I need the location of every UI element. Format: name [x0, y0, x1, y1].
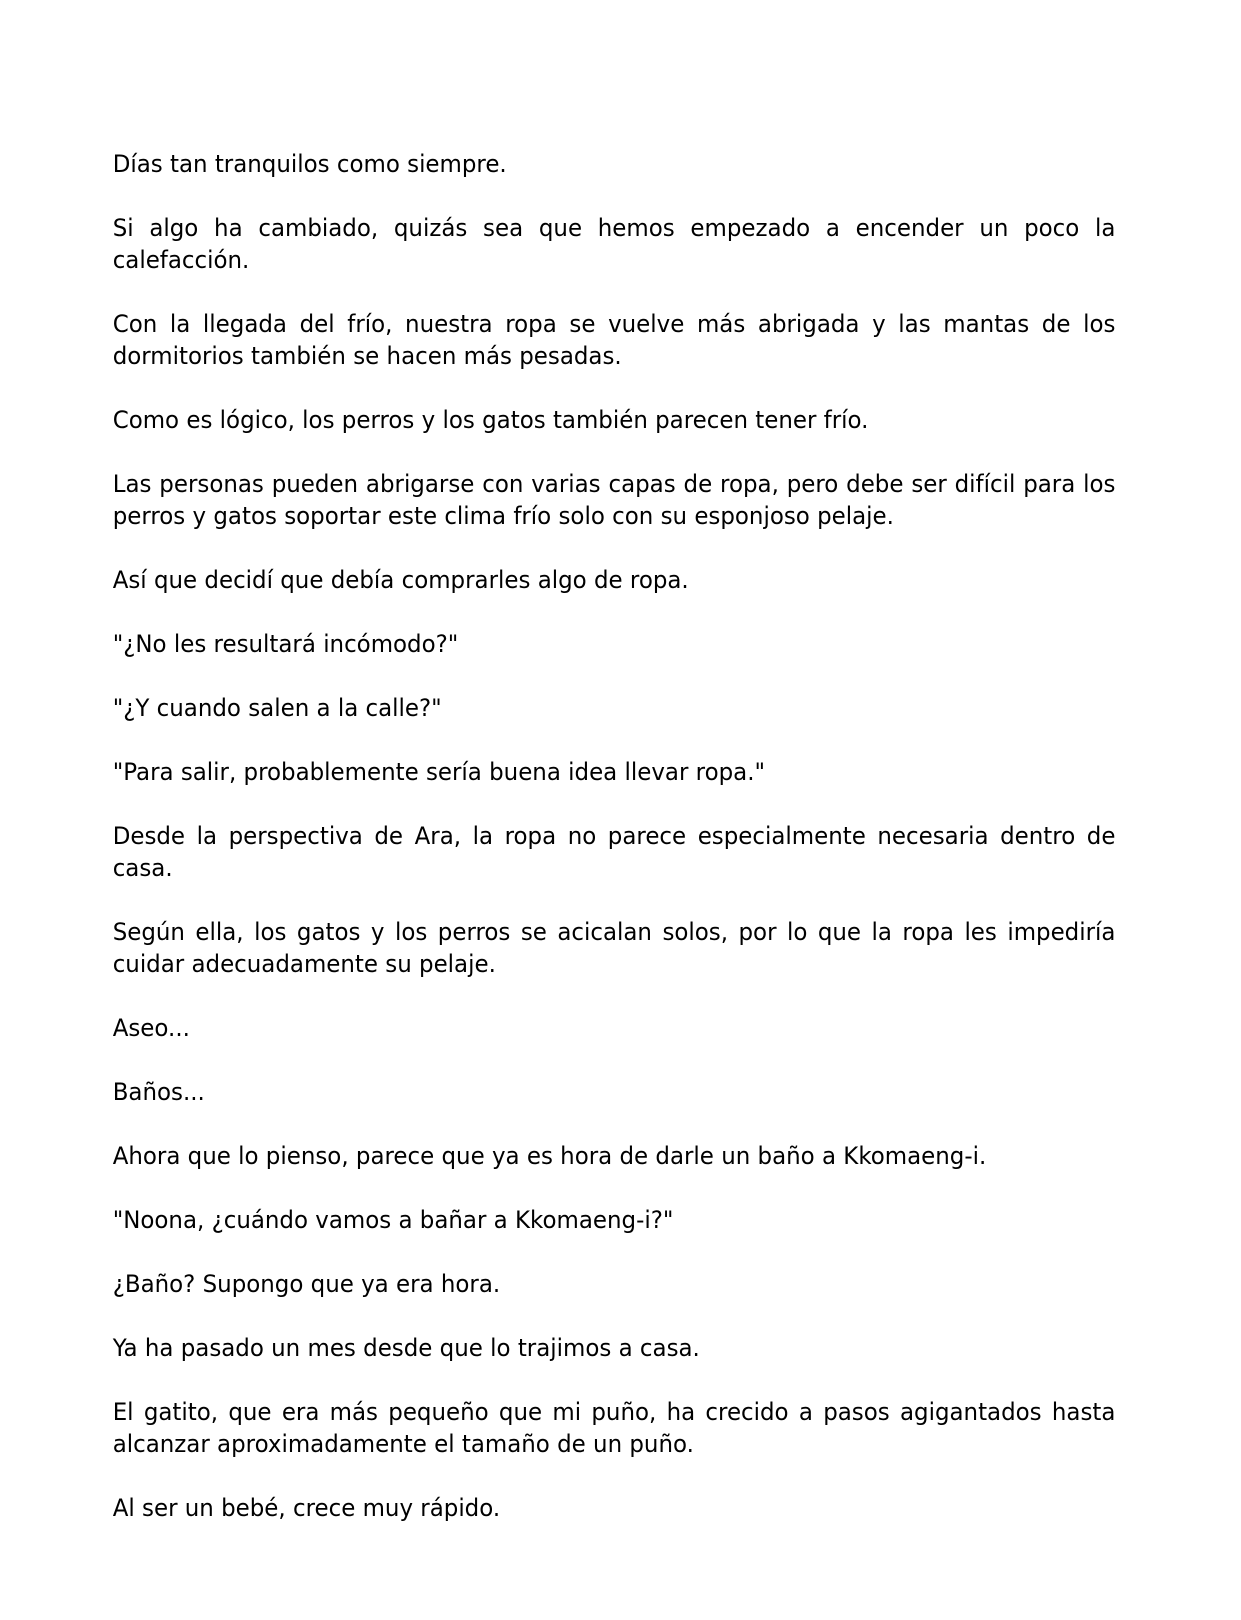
paragraph: Como es lógico, los perros y los gatos también parecen tener frío.	[112, 406, 869, 434]
paragraph: Aseo...	[112, 1014, 190, 1042]
paragraph: Ya ha pasado un mes desde que lo trajimos a casa.	[112, 1334, 700, 1362]
paragraph: Ahora que lo pienso, parece que ya es hora de darle un baño a Kkomaeng-i.	[112, 1142, 987, 1170]
paragraph: Al ser un bebé, crece muy rápido.	[112, 1494, 501, 1522]
paragraph: "¿Y cuando salen a la calle?"	[112, 694, 442, 722]
paragraph: "Para salir, probablemente sería buena idea llevar ropa."	[112, 758, 766, 786]
paragraph: Con la llegada del frío, nuestra ropa se vuelve más abrigada y las mantas de los dormitorios también se hacen más pesadas.	[112, 310, 1116, 370]
paragraph: Desde la perspectiva de Ara, la ropa no parece especialmente necesaria dentro de casa.	[112, 822, 1116, 882]
paragraph: Las personas pueden abrigarse con varias capas de ropa, pero debe ser difícil para los perros y gatos soportar este clima frío solo con su esponjoso pelaje.	[112, 470, 1116, 530]
paragraph: ¿Baño? Supongo que ya era hora.	[112, 1270, 501, 1298]
paragraph: "Noona, ¿cuándo vamos a bañar a Kkomaeng-i?"	[112, 1206, 674, 1234]
paragraph: "¿No les resultará incómodo?"	[112, 630, 459, 658]
paragraph: Si algo ha cambiado, quizás sea que hemos empezado a encender un poco la calefacción.	[112, 214, 1116, 274]
paragraph: Así que decidí que debía comprarles algo de ropa.	[112, 566, 689, 594]
paragraph: Baños...	[112, 1078, 205, 1106]
paragraph: Días tan tranquilos como siempre.	[112, 150, 507, 178]
paragraph: Según ella, los gatos y los perros se acicalan solos, por lo que la ropa les impediría cuidar adecuadamente su pelaje.	[112, 918, 1116, 978]
paragraph: El gatito, que era más pequeño que mi puño, ha crecido a pasos agigantados hasta alcanzar aproximadamente el tamaño de un puño.	[112, 1398, 1116, 1458]
